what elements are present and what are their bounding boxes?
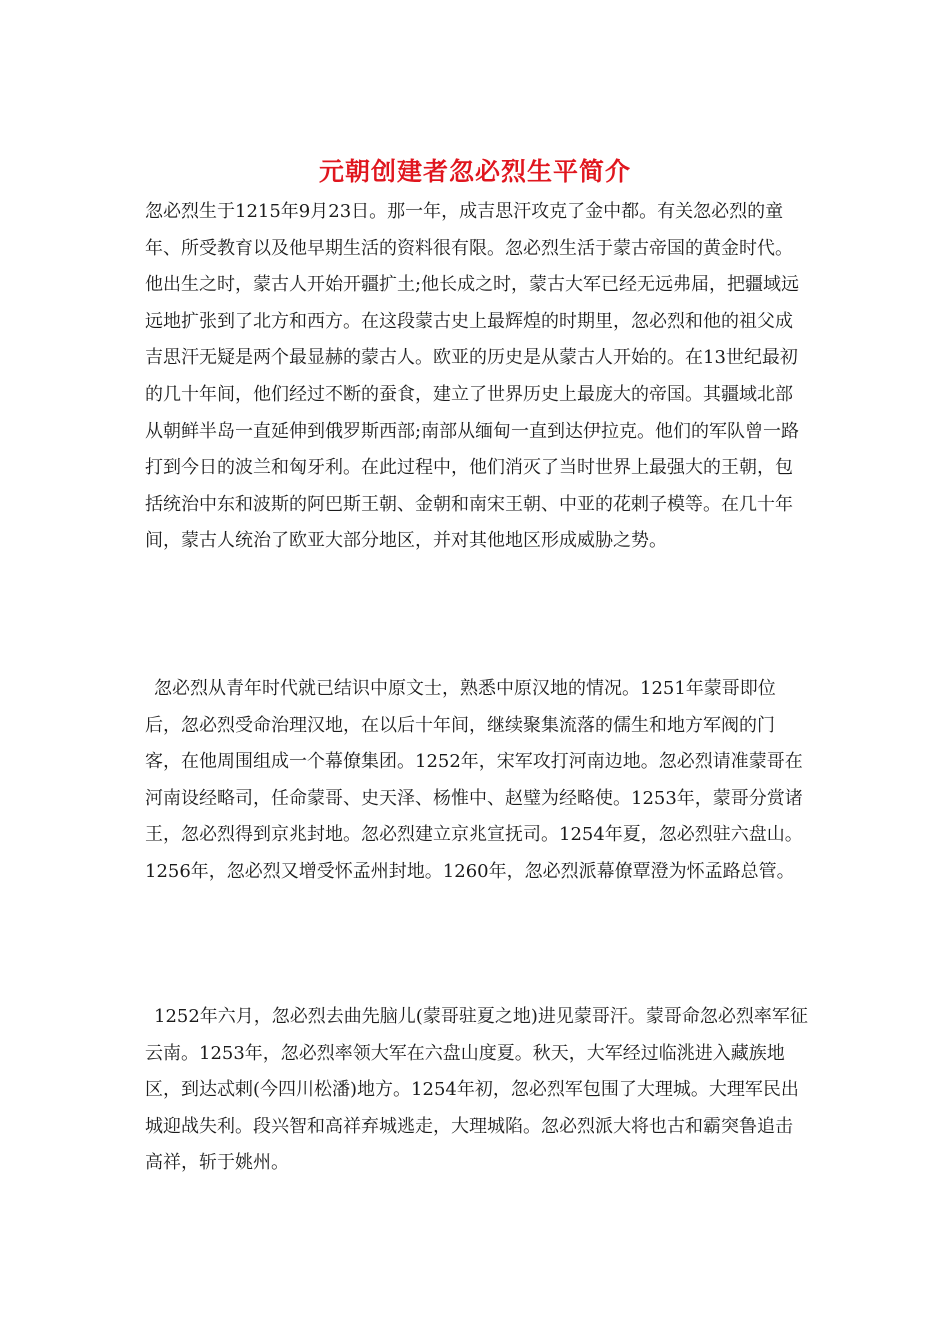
paragraph-3 xyxy=(145,999,810,1182)
paragraph-2-text: 忽必烈从青年时代就已结识中原文士，熟悉中原汉地的情况。1251年蒙哥即位后，忽必烈受命治理汉地，在以后十年间，继续聚集流落的儒生和地方军阀的门客，在他周围组成一个幕僚集团。1252年，宋军攻打河南边地。忽必烈请准蒙哥在河南设经略司，任命蒙哥、史天泽、杨惟中、赵璧为经略使。1253年，蒙哥分赏诸王，忽必烈得到京兆封地。忽必烈建立京兆宣抚司。1254年夏，忽必烈驻六盘山。1256年，忽必烈又增受怀孟州封地。1260年，忽必烈派幕僚覃澄为怀孟路总管。 xyxy=(145,678,803,882)
paragraph-1: 忽必烈生于1215年9月23日。那一年，成吉思汗攻克了金中都。有关忽必烈的童年、所受教育以及他早期生活的资料很有限。忽必烈生活于蒙古帝国的黄金时代。他出生之时，蒙古人开始开疆扩土;他长成之时，蒙古大军已经无远弗届，把疆域远远地扩张到了北方和西方。在这段蒙古史上最辉煌的时期里，忽必烈和他的祖父成吉思汗无疑是两个最显赫的蒙古人。欧亚的历史是从蒙古人开始的。在13世纪最初的几十年间，他们经过不断的蚕食，建立了世界历史上最庞大的帝国。其疆域北部从朝鲜半岛一直延伸到俄罗斯西部;南部从缅甸一直到达伊拉克。他们的军队曾一路打到今日的波兰和匈牙利。在此过程中，他们消灭了当时世界上最强大的王朝，包括统治中东和波斯的阿巴斯王朝、金朝和南宋王朝、中亚的花剌子模等。在几十年间，蒙古人统治了欧亚大部分地区，并对其他地区形成威胁之势。 xyxy=(145,201,800,552)
paragraph-3-text: 1252年六月，忽必烈去曲先脑儿(蒙哥驻夏之地)进见蒙哥汗。蒙哥命忽必烈率军征云南。1253年，忽必烈率领大军在六盘山度夏。秋天，大军经过临洮进入藏族地区，到达忒剌(今四川松潘)地方。1254年初，忽必烈军包围了大理城。大理军民出城迎战失利。段兴智和高祥弃城逃走，大理城陷。忽必烈派大将也古和霸突鲁追击高祥，斩于姚州。 xyxy=(145,1006,808,1174)
paragraph-2 xyxy=(145,671,810,891)
document-title: 元朝创建者忽必烈生平简介 xyxy=(318,157,631,186)
